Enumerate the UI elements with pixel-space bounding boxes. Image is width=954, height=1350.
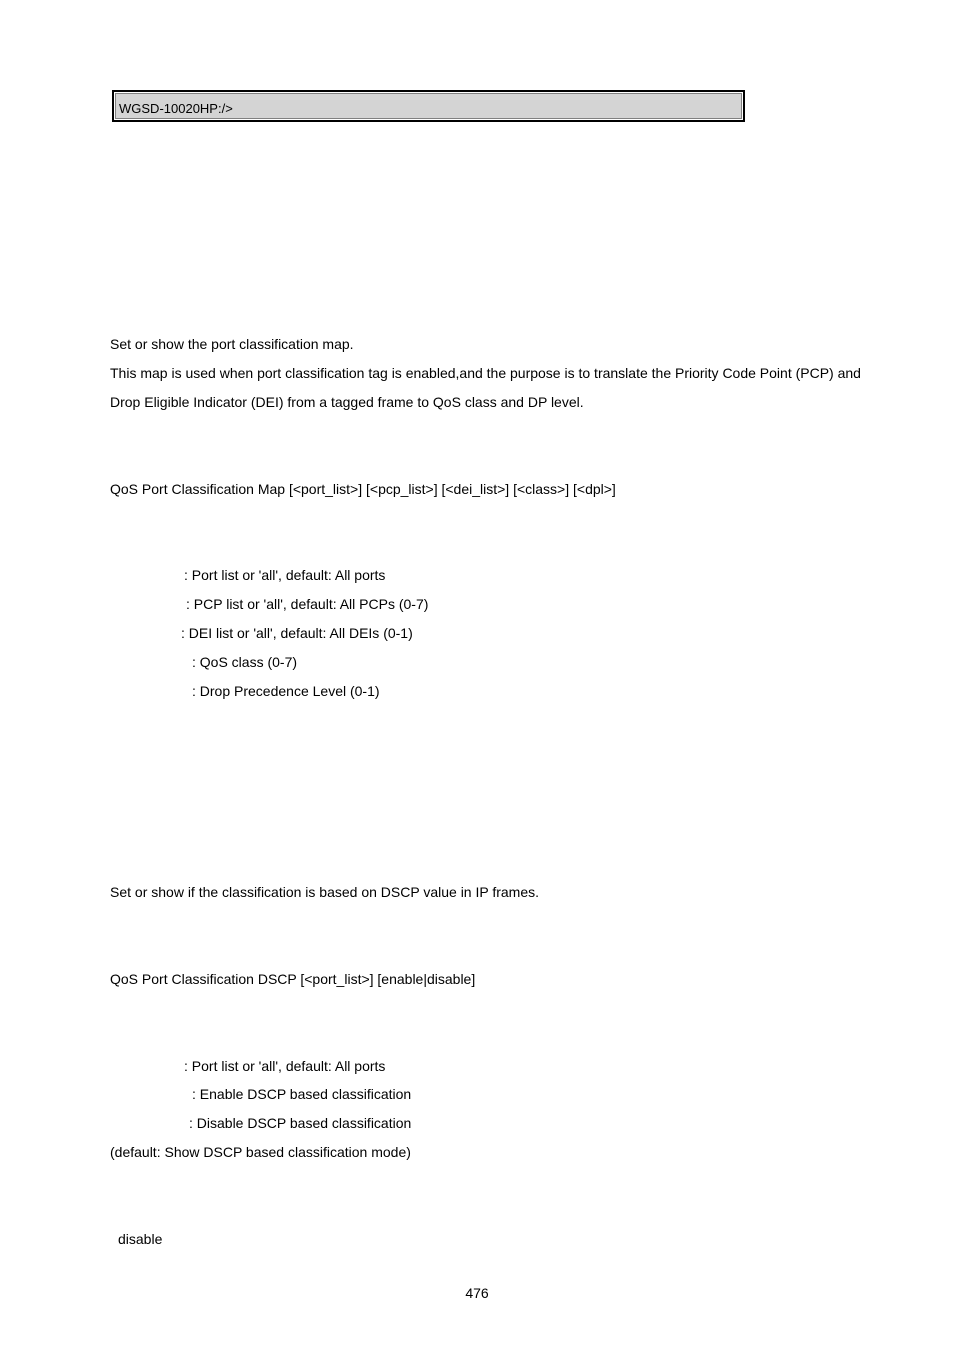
map-param-port-list: : Port list or 'all', default: All ports <box>184 567 386 583</box>
dscp-default-note: (default: Show DSCP based classification mode) <box>110 1144 411 1160</box>
dscp-example-value: disable <box>118 1231 163 1247</box>
map-param-pcp-list: : PCP list or 'all', default: All PCPs (0-7) <box>186 596 429 612</box>
cli-prompt-box <box>112 90 745 122</box>
map-syntax: QoS Port Classification Map [<port_list>] [<pcp_list>] [<dei_list>] [<class>] [<dpl>] <box>110 481 616 497</box>
map-param-dpl: : Drop Precedence Level (0-1) <box>192 683 380 699</box>
map-param-class: : QoS class (0-7) <box>192 654 298 670</box>
map-description-line-1: Set or show the port classification map. <box>110 336 354 352</box>
dscp-param-disable: : Disable DSCP based classification <box>189 1115 412 1131</box>
map-param-dei-list: : DEI list or 'all', default: All DEIs (0-1) <box>181 625 413 641</box>
dscp-param-port-list: : Port list or 'all', default: All ports <box>184 1058 386 1074</box>
dscp-param-enable: : Enable DSCP based classification <box>192 1086 412 1102</box>
map-description-line-3: Drop Eligible Indicator (DEI) from a tagged frame to QoS class and DP level. <box>110 394 584 410</box>
dscp-syntax: QoS Port Classification DSCP [<port_list>] [enable|disable] <box>110 971 476 987</box>
page-number: 476 <box>465 1285 489 1301</box>
dscp-description: Set or show if the classification is based on DSCP value in IP frames. <box>110 884 540 900</box>
map-description-line-2: This map is used when port classification tag is enabled,and the purpose is to translate the Priority Code Point (PCP) and <box>110 365 861 381</box>
cli-prompt-text: WGSD-10020HP:/> <box>119 101 233 116</box>
